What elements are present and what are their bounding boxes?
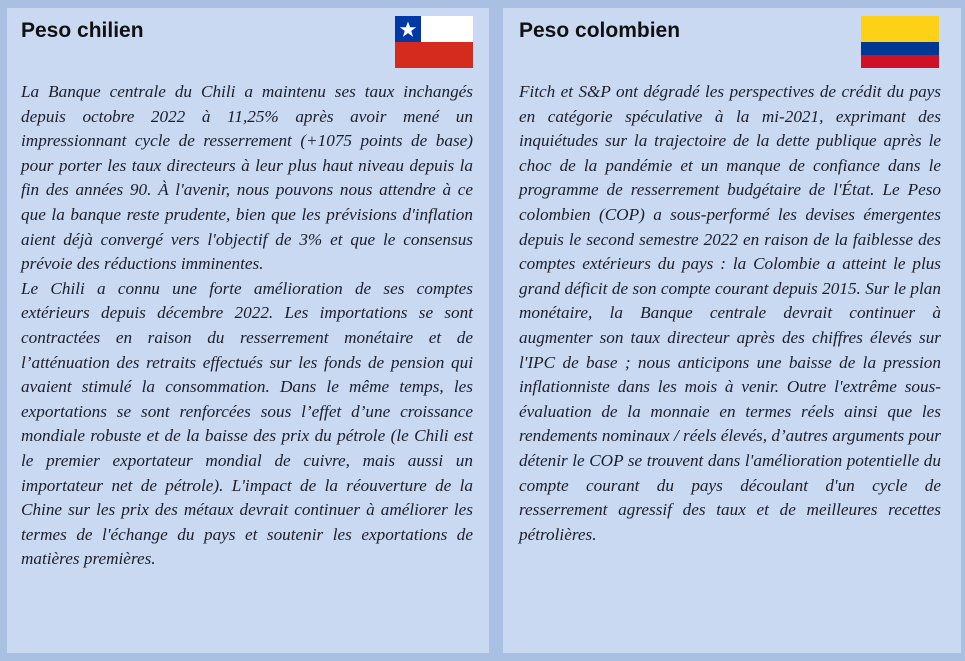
paragraph: Le Chili a connu une forte amélioration de ses comptes extérieurs depuis décembre 2022. Les importations se sont contractées en raison du resserrement monétaire et de l’atténuation des retraits effectués sur les fonds de pension qui avaient stimulé la consommation. Dans le même temps, les exportations se sont renforcées sous l’effet d’une croissance mondiale robuste et de la baisse des prix du pétrole (le Chili est le premier exportateur mondial de cuivre, mais aussi un importateur net de pétrole). L'impact de la réouverture de la Chine sur les prix des métaux devrait continuer à améliorer les termes de l'échange du pays et soutenir les exportations de matières premières. [21, 278, 473, 569]
panel-body [21, 80, 473, 572]
panel-title: Peso chilien [21, 19, 144, 42]
paragraph: La Banque centrale du Chili a maintenu ses taux inchangés depuis octobre 2022 à 11,25% après avoir mené un impressionnant cycle de resserrement (+1075 points de base) pour porter les taux directeurs à leur plus haut niveau depuis la fin des années 90. À l'avenir, nous pouvons nous attendre à ce que la banque reste prudente, bien que les prévisions d'inflation aient déjà convergé vers l'objectif de 3% et que le consensus prévoie des réductions imminentes. [21, 82, 473, 274]
panel-title: Peso colombien [519, 19, 681, 42]
colombia-flag-icon [861, 16, 939, 68]
panel-body [519, 80, 941, 547]
chile-flag-icon [395, 16, 473, 68]
chile-peso-panel [7, 8, 489, 653]
paragraph: Fitch et S&P ont dégradé les perspectives de crédit du pays en catégorie spéculative à la mi-2021, exprimant des inquiétudes sur la trajectoire de la dette publique après le choc de la pandémie et un manque de confiance dans le programme de resserrement budgétaire de l'État. Le Peso colombien (COP) a sous-performé les devises émergentes depuis le second semestre 2022 en raison de la faiblesse des comptes extérieurs du pays : la Colombie a atteint le plus grand déficit de son compte courant depuis 2015. Sur le plan monétaire, la Banque centrale devrait continuer à augmenter son taux directeur après des chiffres élevés sur l'IPC de base ; nous anticipons une baisse de la pression inflationniste dans les mois à venir. Outre l'extrême sous-évaluation de la monnaie en termes réels ainsi que les rendements nominaux / réels élevés, d’autres arguments pour détenir le COP se trouvent dans l'amélioration potentielle du compte courant du pays découlant d'un cycle de resserrement agressif des taux et de meilleures recettes pétrolières. [519, 82, 941, 544]
colombia-peso-panel [503, 8, 961, 653]
